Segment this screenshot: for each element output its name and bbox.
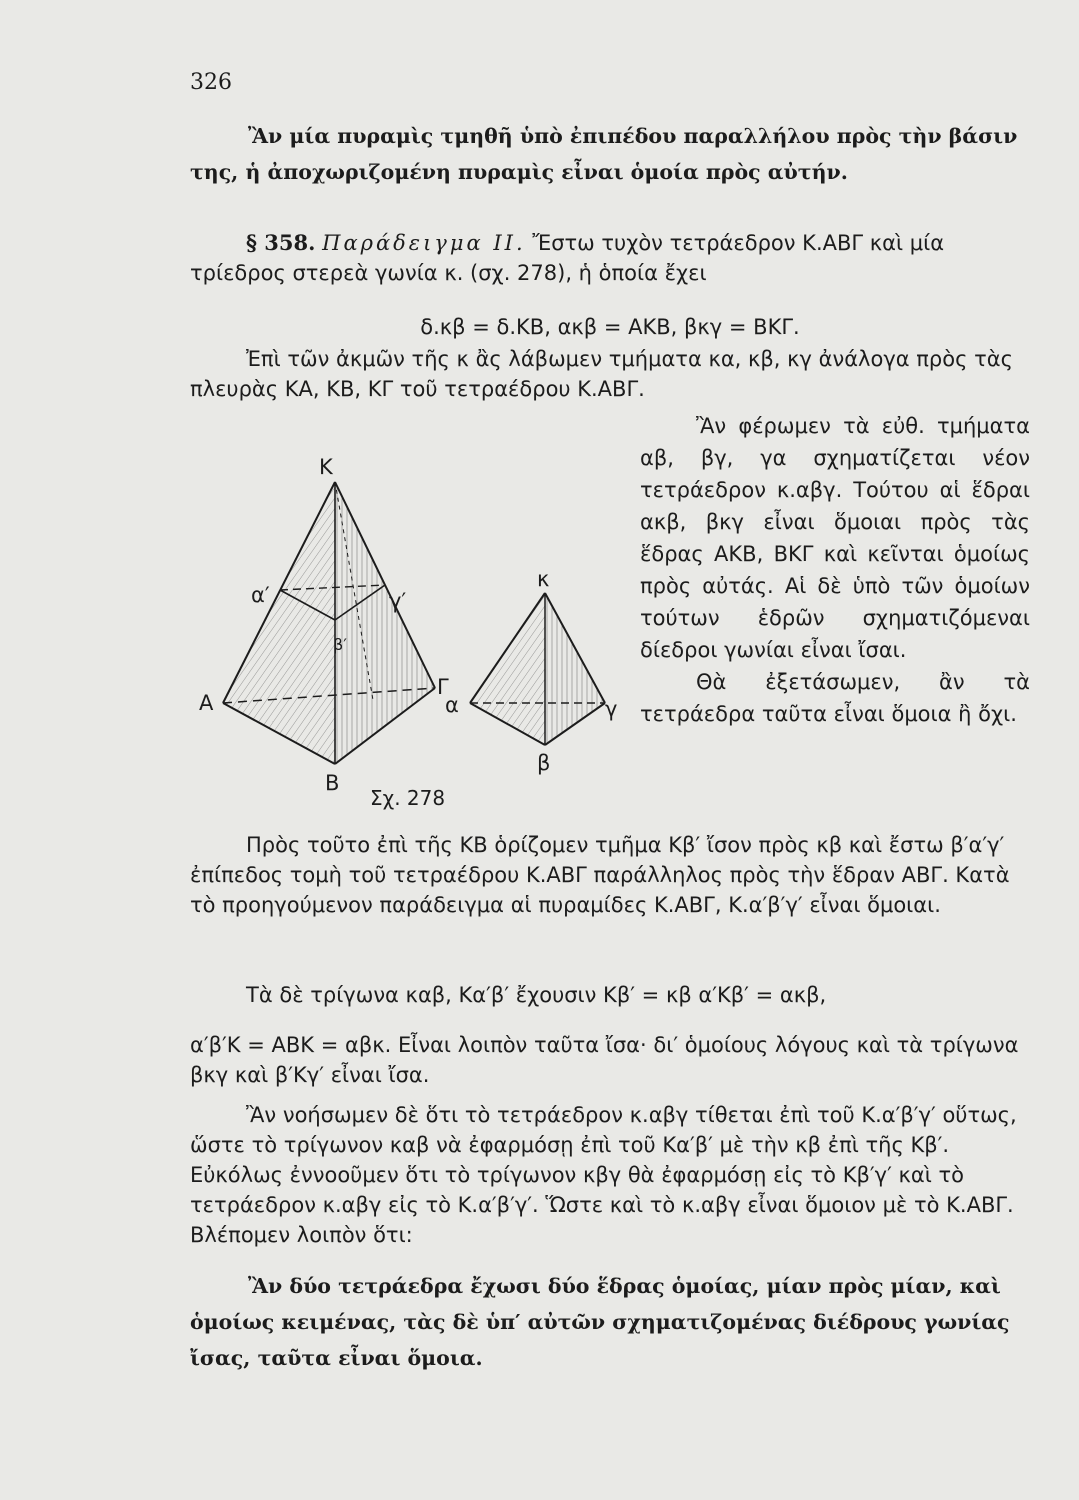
section-358: [190, 228, 1030, 288]
big-face-akb: [223, 482, 335, 764]
paragraph-3b-text: α′β′Κ = ΑΒΚ = αβκ. Εἶναι λοιπὸν ταῦτα ἴσα· δι′ ὁμοίους λόγους καὶ τὰ τρίγωνα βκγ καὶ β′Κγ′ εἶναι ἴσα.: [190, 1033, 1019, 1087]
label-a: α: [445, 693, 459, 717]
figure-caption: Σχ. 278: [370, 786, 446, 810]
formula-1: δ.κβ = δ.ΚΒ, ακβ = ΑΚΒ, βκγ = ΒΚΓ.: [420, 315, 800, 339]
formula-angles: [190, 312, 1030, 342]
label-a1: α′: [251, 583, 270, 607]
paragraph-4-text: Ἂν νοήσωμεν δὲ ὅτι τὸ τετράεδρον κ.αβγ τίθεται ἐπὶ τοῦ Κ.α′β′γ′ οὕτως, ὥστε τὸ τρίγωνον καβ νὰ ἐφαρμόσῃ ἐπὶ τοῦ Κα′β′ μὲ τὴν κβ ἐπὶ τῆς Κβ′. Εὐκόλως ἐννοοῦμεν ὅτι τὸ τρίγωνον κβγ θὰ ἐφαρμόσῃ εἰς τὸ Κβ′γ′ καὶ τὸ τετράεδρον κ.αβγ εἰς τὸ Κ.α′β′γ′. Ὥστε καὶ τὸ κ.αβγ εἶναι ὅμοιον μὲ τὸ Κ.ΑΒΓ. Βλέπομεν λοιπὸν ὅτι:: [190, 1103, 1017, 1247]
label-k: κ: [537, 567, 550, 591]
small-face-akb: [470, 593, 545, 745]
section-text: Ἔστω τυχὸν τετράεδρον Κ.ΑΒΓ καὶ μία τρίεδρος στερεὰ γωνία κ. (σχ. 278), ἡ ὁποία ἔχει: [190, 231, 945, 285]
label-b1: β′: [333, 635, 347, 654]
paragraph-2-text: Πρὸς τοῦτο ἐπὶ τῆς ΚΒ ὁρίζομεν τμῆμα Κβ′ ἴσον πρὸς κβ καὶ ἔστω β′α′γ′ ἐπίπεδος τομὴ τοῦ τετραέδρου Κ.ΑΒΓ παράλληλος πρὸς τὴν ἕδραν ΑΒΓ. Κατὰ τὸ προηγούμενον παράδειγμα αἱ πυραμίδες Κ.ΑΒΓ, Κ.α′β′γ′ εἶναι ὅμοιαι.: [190, 833, 1010, 917]
paragraph-1: [190, 344, 1030, 404]
side-text-1: Ἂν φέρωμεν τὰ εὐθ. τμήματα αβ, βγ, γα σχηματίζεται νέον τετράεδρον κ.αβγ. Τούτου αἱ ἕδραι ακβ, βκγ εἶναι ὅμοιαι πρὸς τὰς ἕδρας ΑΚΒ, ΒΚΓ καὶ κεῖνται ὁμοίως πρὸς αὐτάς. Αἱ δὲ ὑπὸ τῶν ὁμοίων τούτων ἑδρῶν σχηματιζόμεναι δίεδροι γωνίαι εἶναι ἴσαι.: [640, 414, 1030, 662]
theorem-statement-2: [190, 1268, 1030, 1376]
section-title: Παράδειγμα ΙΙ.: [322, 231, 526, 255]
paragraph-1-text: Ἐπὶ τῶν ἀκμῶν τῆς κ ἂς λάβωμεν τμήματα κα, κβ, κγ ἀνάλογα πρὸς τὰς πλευρὰς ΚΑ, ΚΒ, ΚΓ τοῦ τετραέδρου Κ.ΑΒΓ.: [190, 347, 1013, 401]
small-tetrahedron: [470, 593, 605, 745]
side-text-2: Θὰ ἐξετάσωμεν, ἂν τὰ τετράεδρα ταῦτα εἶναι ὅμοια ἢ ὄχι.: [640, 670, 1030, 726]
paragraph-4: [190, 1100, 1030, 1250]
page-number: 326: [190, 70, 232, 95]
label-b: β: [537, 751, 551, 775]
label-A: Α: [199, 691, 214, 715]
big-face-bkg: [335, 482, 435, 764]
label-B: Β: [325, 771, 340, 795]
paragraph-3: [190, 980, 1030, 1090]
label-K: Κ: [319, 455, 333, 479]
section-number: § 358.: [246, 230, 316, 255]
big-tetrahedron: [223, 482, 435, 764]
figure-278: [185, 450, 625, 820]
label-G: Γ: [437, 675, 449, 699]
figure-278-drawing: [185, 450, 625, 820]
paragraph-2: [190, 830, 1030, 920]
label-g: γ: [605, 697, 618, 721]
paragraph-3a-text: Τὰ δὲ τρίγωνα καβ, Κα′β′ ἔχουσιν Κβ′ = κβ α′Κβ′ = ακβ,: [246, 983, 827, 1007]
theorem-statement-1: [190, 118, 1030, 190]
theorem-1-text: Ἂν μία πυραμὶς τμηθῆ ὑπὸ ἐπιπέδου παραλλήλου πρὸς τὴν βάσιν της, ἡ ἀποχωριζομένη πυραμὶς εἶναι ὁμοία πρὸς αὐτήν.: [190, 124, 1018, 184]
side-column: [640, 410, 1030, 730]
small-face-bkg: [545, 593, 605, 745]
label-g1: γ′: [389, 589, 407, 613]
theorem-2-text: Ἂν δύο τετράεδρα ἔχωσι δύο ἕδρας ὁμοίας, μίαν πρὸς μίαν, καὶ ὁμοίως κειμένας, τὰς δὲ ὑπ′ αὐτῶν σχηματιζομένας διέδρους γωνίας ἴσας, ταῦτα εἶναι ὅμοια.: [190, 1274, 1010, 1370]
